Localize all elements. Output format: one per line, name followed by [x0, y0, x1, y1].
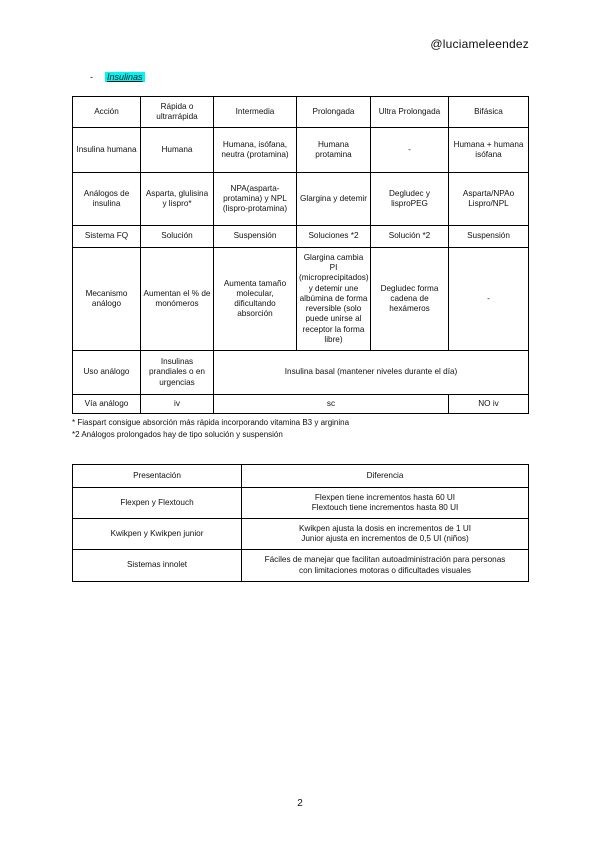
table-row: [73, 226, 529, 248]
table-cell: -: [371, 128, 449, 173]
pen-presentation-table: [72, 464, 529, 582]
merged-cell: Insulina basal (mantener niveles durante el día): [214, 351, 529, 395]
section-title: Insulinas: [107, 72, 143, 82]
difference-line: Fáciles de manejar que facilitan autoadministración para personas: [264, 555, 506, 565]
table-header-row: [73, 97, 529, 128]
difference-cell: [242, 519, 529, 550]
row-label: Análogos de insulina: [73, 173, 141, 226]
table-row: [73, 351, 529, 395]
page-number: 2: [297, 798, 303, 809]
difference-line: Kwikpen ajusta la dosis en incrementos de 1 UI: [298, 523, 472, 533]
row-label: Mecanismo análogo: [73, 248, 141, 351]
header-cell: Acción: [73, 97, 141, 128]
header-cell: Prolongada: [297, 97, 371, 128]
table-cell: NO iv: [449, 395, 529, 414]
table-row: [73, 519, 529, 550]
insulin-types-table: [72, 96, 529, 414]
table-row: [73, 248, 529, 351]
presentation-name: Flexpen y Flextouch: [73, 488, 242, 519]
author-handle: @luciameleendez: [430, 37, 529, 51]
table-cell: Suspensión: [214, 226, 297, 248]
presentation-name: Kwikpen y Kwikpen junior: [73, 519, 242, 550]
table-cell: Soluciones *2: [297, 226, 371, 248]
header-cell: Presentación: [73, 465, 242, 488]
header-cell: Bifásica: [449, 97, 529, 128]
difference-line: Flextouch tiene incrementos hasta 80 UI: [311, 503, 459, 512]
header-cell: Intermedia: [214, 97, 297, 128]
table-cell: Glargina cambia PI (microprecipitados) y detemir une albúmina de forma reversible (solo puede unirse al receptor la forma libre): [297, 248, 371, 351]
table-cell: Degludec forma cadena de hexámeros: [371, 248, 449, 351]
table-cell: NPA(asparta-protamina) y NPL (lispro-protamina): [214, 173, 297, 226]
table-cell: Suspensión: [449, 226, 529, 248]
table-cell: Humana: [141, 128, 214, 173]
difference-line: Flexpen tiene incrementos hasta 60 UI: [314, 492, 456, 502]
table-cell: Degludec y lisproPEG: [371, 173, 449, 226]
table-cell: iv: [141, 395, 214, 414]
row-label: Sistema FQ: [73, 226, 141, 248]
table-cell: Solución: [141, 226, 214, 248]
table-cell: -: [449, 248, 529, 351]
table-cell: Asparta, glulisina y lispro*: [141, 173, 214, 226]
difference-cell: [242, 488, 529, 519]
table-cell: Humana protamina: [297, 128, 371, 173]
footnote: * Fiaspart consigue absorción más rápida incorporando vitamina B3 y arginina: [72, 418, 350, 427]
presentation-name: Sistemas innolet: [73, 550, 242, 582]
section-heading: [90, 72, 145, 82]
header-cell: Rápida o ultrarrápida: [141, 97, 214, 128]
header-cell: Diferencia: [242, 465, 529, 488]
row-label: Uso análogo: [73, 351, 141, 395]
table-cell: Glargina y detemir: [297, 173, 371, 226]
table-row: [73, 128, 529, 173]
difference-line: Junior ajusta en incrementos de 0,5 UI (niños): [301, 534, 469, 543]
table-row: [73, 173, 529, 226]
header-cell: Ultra Prolongada: [371, 97, 449, 128]
merged-cell: sc: [214, 395, 449, 414]
table-cell: Asparta/NPAo Lispro/NPL: [449, 173, 529, 226]
row-label: Insulina humana: [73, 128, 141, 173]
difference-line: con limitaciones motoras o dificultades visuales: [298, 565, 472, 575]
bullet-dash: -: [90, 72, 93, 82]
table-row: [73, 395, 529, 414]
table-header-row: [73, 465, 529, 488]
table-row: [73, 550, 529, 582]
table-cell: Aumenta tamaño molecular, dificultando absorción: [214, 248, 297, 351]
row-label: Vía análogo: [73, 395, 141, 414]
table-cell: Insulinas prandiales o en urgencias: [141, 351, 214, 395]
table-cell: Humana + humana isófana: [449, 128, 529, 173]
footnote: *2 Análogos prolongados hay de tipo solución y suspensión: [72, 430, 283, 439]
table-cell: Aumentan el % de monómeros: [141, 248, 214, 351]
table-cell: Solución *2: [371, 226, 449, 248]
difference-cell: [242, 550, 529, 582]
table-row: [73, 488, 529, 519]
table-cell: Humana, isófana, neutra (protamina): [214, 128, 297, 173]
